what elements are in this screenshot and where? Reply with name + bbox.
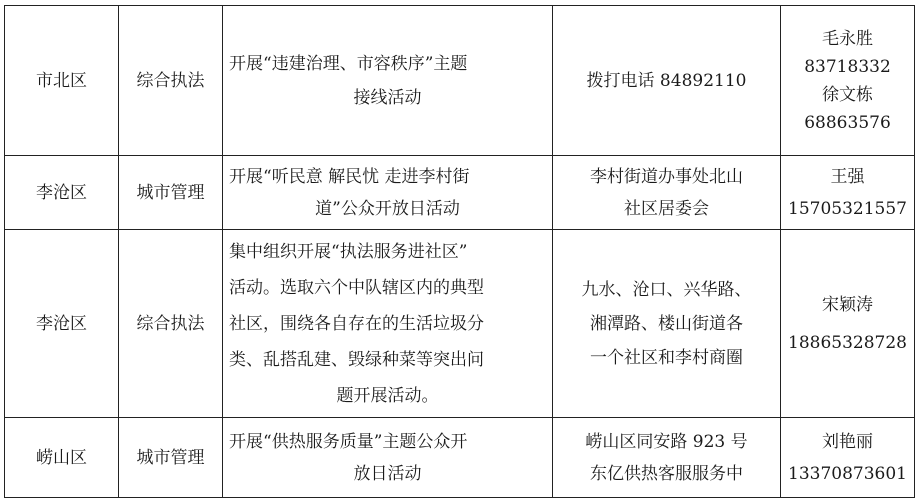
location-cell [553,418,781,498]
contact-name: 徐文栋 [822,84,873,105]
table-row [5,230,915,418]
district-cell: 崂山区 [5,418,119,498]
activity-line: 集中组织开展“执法服务进社区” [229,241,468,262]
activity-line: 类、乱搭乱建、毁绿种菜等突出问 [229,349,484,370]
location-cell [553,156,781,230]
activity-line: 题开展活动。 [336,385,439,406]
activity-line: 开展“供热服务质量”主题公众开 [229,431,468,452]
location-line: 一个社区和李村商圈 [590,347,743,368]
contact-name: 毛永胜 [822,28,873,49]
contact-name: 王强 [830,166,865,187]
activity-line: 接线活动 [353,87,422,108]
contact-cell [781,418,915,498]
contact-name: 刘艳丽 [822,431,873,452]
activity-cell [223,6,553,156]
activity-line: 开展“违建治理、市容秩序”主题 [229,53,468,74]
location-cell [553,230,781,418]
category-cell: 综合执法 [119,230,223,418]
category-cell: 综合执法 [119,6,223,156]
contact-cell [781,6,915,156]
activity-line: 开展“听民意 解民忧 走进李村街 [229,166,470,187]
activity-line: 放日活动 [353,463,422,484]
activity-table [4,5,915,498]
category-cell: 城市管理 [119,156,223,230]
contact-phone: 13370873601 [788,463,907,484]
contact-phone: 15705321557 [788,198,907,219]
contact-phone: 68863576 [804,112,891,133]
contact-name: 宋颖涛 [822,294,873,315]
contact-phone: 18865328728 [788,332,907,353]
location-line: 崂山区同安路 923 号 [585,431,748,452]
activity-line: 道”公众开放日活动 [315,198,460,219]
activity-cell [223,230,553,418]
location-line: 社区居委会 [624,198,709,219]
district-cell: 李沧区 [5,156,119,230]
table-row [5,156,915,230]
location-line: 李村街道办事处北山 [590,166,743,187]
contact-cell [781,230,915,418]
activity-line: 活动。选取六个中队辖区内的典型 [229,277,484,298]
contact-phone: 83718332 [804,56,891,77]
district-cell: 李沧区 [5,230,119,418]
location-line: 九水、沧口、兴华路、 [581,279,752,300]
contact-cell [781,156,915,230]
district-cell: 市北区 [5,6,119,156]
activity-cell [223,418,553,498]
category-cell: 城市管理 [119,418,223,498]
location-line: 东亿供热客服服务中 [590,463,743,484]
table-row [5,418,915,498]
location-line: 拨打电话 84892110 [586,70,747,91]
location-line: 湘潭路、楼山街道各 [590,313,743,334]
activity-line: 社区，围绕各自存在的生活垃圾分 [229,313,484,334]
table-row [5,6,915,156]
activity-cell [223,156,553,230]
location-cell [553,6,781,156]
